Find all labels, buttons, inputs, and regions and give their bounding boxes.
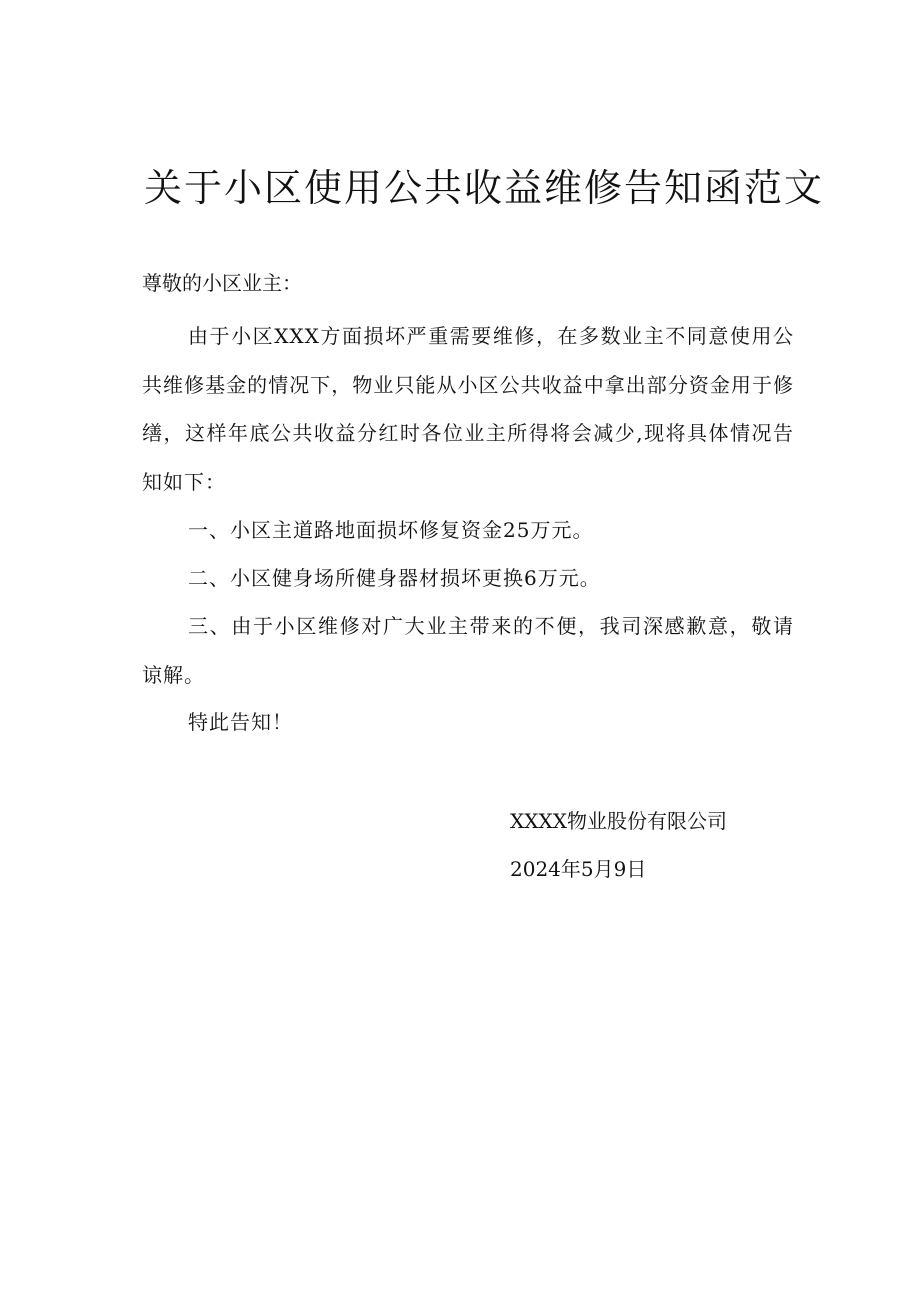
intro-paragraph: 由于小区XXX方面损坏严重需要维修，在多数业主不同意使用公共维修基金的情况下，物业只能从小区公共收益中拿出部分资金用于修缮，这样年底公共收益分红时各位业主所得将会减少,现将具体情况告知如下： — [142, 324, 794, 494]
document-title: 关于小区使用公共收益维修告知函范文 — [144, 166, 825, 210]
signature-date: 2024年5月9日 — [510, 857, 647, 881]
list-item-1: 一、小区主道路地面损坏修复资金25万元。 — [188, 518, 594, 542]
closing-line: 特此告知！ — [188, 710, 293, 734]
signature-company: XXXX物业股份有限公司 — [510, 809, 727, 833]
salutation: 尊敬的小区业主： — [142, 271, 302, 295]
list-item-3: 三、由于小区维修对广大业主带来的不便，我司深感歉意，敬请谅解。 — [142, 614, 794, 687]
list-item-2: 二、小区健身场所健身器材损坏更换6万元。 — [188, 566, 601, 590]
